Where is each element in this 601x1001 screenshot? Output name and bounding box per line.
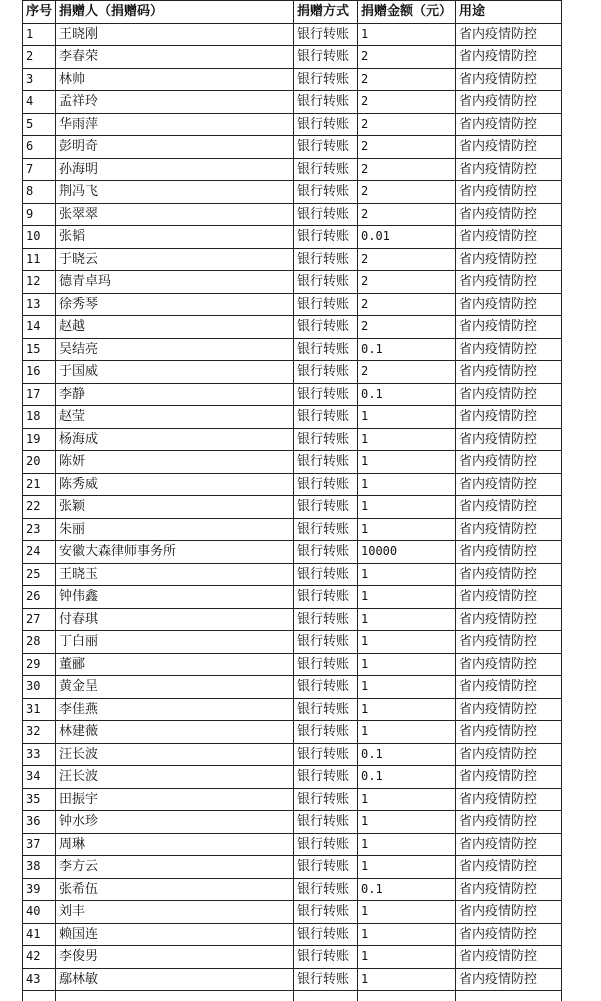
cell-index: 36 <box>23 811 56 834</box>
cell-donor: 王晓玉 <box>56 563 294 586</box>
cell-purpose: 省内疫情防控 <box>456 68 562 91</box>
table-body <box>23 23 562 1001</box>
cell-purpose: 省内疫情防控 <box>456 901 562 924</box>
table-row <box>23 473 562 496</box>
cell-purpose: 省内疫情防控 <box>456 361 562 384</box>
cell-index: 29 <box>23 653 56 676</box>
cell-index: 23 <box>23 518 56 541</box>
cell-purpose: 省内疫情防控 <box>456 248 562 271</box>
cell-purpose: 省内疫情防控 <box>456 428 562 451</box>
cell-index: 41 <box>23 923 56 946</box>
cell-index: 15 <box>23 338 56 361</box>
cell-donor: 周琳 <box>56 833 294 856</box>
cell-amount: 2 <box>358 271 456 294</box>
table-row <box>23 271 562 294</box>
cell-amount: 1 <box>358 968 456 991</box>
cell-amount: 1 <box>358 788 456 811</box>
cell-donor: 李俊男 <box>56 946 294 969</box>
table-row <box>23 203 562 226</box>
cell-amount: 1 <box>358 856 456 879</box>
cell-donor: 朱丽 <box>56 518 294 541</box>
table-row <box>23 406 562 429</box>
cell-donor: 林帅 <box>56 68 294 91</box>
cell-method: 银行转账 <box>294 878 358 901</box>
table-row <box>23 338 562 361</box>
cell-index: 24 <box>23 541 56 564</box>
cell-method: 银行转账 <box>294 698 358 721</box>
cell-purpose: 省内疫情防控 <box>456 23 562 46</box>
cell-index: 5 <box>23 113 56 136</box>
cell-index: 35 <box>23 788 56 811</box>
cell-amount: 0.1 <box>358 766 456 789</box>
cell-method: 银行转账 <box>294 608 358 631</box>
cell-index: 19 <box>23 428 56 451</box>
cell-amount: 1 <box>358 676 456 699</box>
cell-method: 银行转账 <box>294 586 358 609</box>
cell-donor: 付春琪 <box>56 608 294 631</box>
cell-method: 银行转账 <box>294 181 358 204</box>
cell-amount: 1 <box>358 451 456 474</box>
cell-purpose: 省内疫情防控 <box>456 743 562 766</box>
table-row <box>23 901 562 924</box>
cell-method: 银行转账 <box>294 158 358 181</box>
cell-index: 39 <box>23 878 56 901</box>
cell-purpose: 省内疫情防控 <box>456 788 562 811</box>
cell-method: 银行转账 <box>294 473 358 496</box>
table-row <box>23 113 562 136</box>
cell-method: 银行转账 <box>294 271 358 294</box>
header-method: 捐赠方式 <box>294 1 358 24</box>
cell-index: 32 <box>23 721 56 744</box>
table-row <box>23 923 562 946</box>
cell-purpose: 省内疫情防控 <box>456 946 562 969</box>
cell-amount: 1 <box>358 518 456 541</box>
cell-index: 28 <box>23 631 56 654</box>
cell-donor: 钟伟鑫 <box>56 586 294 609</box>
cell-purpose: 省内疫情防控 <box>456 203 562 226</box>
cell-purpose: 省内疫情防控 <box>456 293 562 316</box>
header-donor: 捐赠人（捐赠码） <box>56 1 294 24</box>
cell-donor: 陈妍 <box>56 451 294 474</box>
cell-method: 银行转账 <box>294 946 358 969</box>
cell-donor: 赵越 <box>56 316 294 339</box>
cell-donor: 汪长波 <box>56 743 294 766</box>
cell-donor: 黄金呈 <box>56 676 294 699</box>
cell-amount: 1 <box>358 23 456 46</box>
cell-amount: 2 <box>358 181 456 204</box>
cell-method: 银行转账 <box>294 91 358 114</box>
cell-purpose: 省内疫情防控 <box>456 878 562 901</box>
table-row <box>23 226 562 249</box>
cell-method: 银行转账 <box>294 563 358 586</box>
table-row <box>23 676 562 699</box>
cell-index: 33 <box>23 743 56 766</box>
cell-index: 7 <box>23 158 56 181</box>
cell-index: 9 <box>23 203 56 226</box>
cell-method: 银行转账 <box>294 496 358 519</box>
cell-amount: 2 <box>358 316 456 339</box>
cell-amount: 1 <box>358 473 456 496</box>
cell-purpose: 省内疫情防控 <box>456 631 562 654</box>
cell-purpose: 省内疫情防控 <box>456 271 562 294</box>
cell-amount: 2 <box>358 248 456 271</box>
cell-method: 银行转账 <box>294 631 358 654</box>
cell-donor: 荆冯飞 <box>56 181 294 204</box>
cell-purpose: 省内疫情防控 <box>456 226 562 249</box>
cell-amount: 0.01 <box>358 226 456 249</box>
cell-donor: 孙海明 <box>56 158 294 181</box>
table-row <box>23 23 562 46</box>
cell-purpose: 省内疫情防控 <box>456 833 562 856</box>
cell-method: 银行转账 <box>294 901 358 924</box>
cell-index: 12 <box>23 271 56 294</box>
cell-purpose: 省内疫情防控 <box>456 406 562 429</box>
cell-method: 银行转账 <box>294 923 358 946</box>
cell-purpose: 省内疫情防控 <box>456 338 562 361</box>
table-row-partial <box>23 991 562 1001</box>
cell-donor: 丁白丽 <box>56 631 294 654</box>
cell-purpose: 省内疫情防控 <box>456 586 562 609</box>
cell-index: 6 <box>23 136 56 159</box>
donation-table-container <box>22 0 562 1001</box>
cell-purpose: 省内疫情防控 <box>456 383 562 406</box>
cell-amount: 10000 <box>358 541 456 564</box>
cell-donor: 赵莹 <box>56 406 294 429</box>
cell-donor: 汪长波 <box>56 766 294 789</box>
cell-index: 42 <box>23 946 56 969</box>
cell-purpose: 省内疫情防控 <box>456 473 562 496</box>
cell-method: 银行转账 <box>294 721 358 744</box>
cell-donor: 鄢林敏 <box>56 968 294 991</box>
table-row <box>23 833 562 856</box>
cell-purpose: 省内疫情防控 <box>456 518 562 541</box>
table-row <box>23 316 562 339</box>
cell-purpose: 省内疫情防控 <box>456 541 562 564</box>
table-row <box>23 158 562 181</box>
table-row <box>23 293 562 316</box>
cell-amount: 1 <box>358 653 456 676</box>
cell-method: 银行转账 <box>294 113 358 136</box>
cell-donor: 张韬 <box>56 226 294 249</box>
table-row <box>23 181 562 204</box>
cell-method: 银行转账 <box>294 406 358 429</box>
cell-amount: 2 <box>358 136 456 159</box>
cell-donor: 李佳燕 <box>56 698 294 721</box>
table-row <box>23 91 562 114</box>
donation-table <box>22 0 562 1001</box>
cell-index: 38 <box>23 856 56 879</box>
table-row <box>23 946 562 969</box>
cell-amount: 2 <box>358 361 456 384</box>
cell-donor: 徐秀琴 <box>56 293 294 316</box>
cell-donor: 王晓刚 <box>56 23 294 46</box>
table-row <box>23 451 562 474</box>
cell-index: 22 <box>23 496 56 519</box>
cell-purpose: 省内疫情防控 <box>456 856 562 879</box>
cell-empty <box>294 991 358 1001</box>
cell-index: 14 <box>23 316 56 339</box>
cell-donor: 赖国连 <box>56 923 294 946</box>
cell-donor: 林建薇 <box>56 721 294 744</box>
cell-donor: 张希伍 <box>56 878 294 901</box>
cell-purpose: 省内疫情防控 <box>456 496 562 519</box>
cell-index: 21 <box>23 473 56 496</box>
cell-purpose: 省内疫情防控 <box>456 46 562 69</box>
cell-method: 银行转账 <box>294 856 358 879</box>
cell-donor: 德青卓玛 <box>56 271 294 294</box>
table-row <box>23 811 562 834</box>
table-row <box>23 361 562 384</box>
cell-amount: 1 <box>358 833 456 856</box>
table-row <box>23 248 562 271</box>
cell-method: 银行转账 <box>294 811 358 834</box>
table-row <box>23 698 562 721</box>
cell-index: 3 <box>23 68 56 91</box>
cell-method: 银行转账 <box>294 338 358 361</box>
cell-index: 10 <box>23 226 56 249</box>
cell-purpose: 省内疫情防控 <box>456 181 562 204</box>
cell-index: 30 <box>23 676 56 699</box>
cell-donor: 于晓云 <box>56 248 294 271</box>
table-row <box>23 631 562 654</box>
cell-purpose: 省内疫情防控 <box>456 721 562 744</box>
table-header-row <box>23 1 562 24</box>
cell-amount: 1 <box>358 923 456 946</box>
cell-purpose: 省内疫情防控 <box>456 113 562 136</box>
cell-amount: 2 <box>358 158 456 181</box>
cell-method: 银行转账 <box>294 788 358 811</box>
cell-donor: 彭明奇 <box>56 136 294 159</box>
cell-method: 银行转账 <box>294 68 358 91</box>
table-row <box>23 136 562 159</box>
cell-amount: 2 <box>358 293 456 316</box>
cell-donor: 田振宇 <box>56 788 294 811</box>
cell-index: 37 <box>23 833 56 856</box>
table-row <box>23 518 562 541</box>
header-amount: 捐赠金额（元） <box>358 1 456 24</box>
header-purpose: 用途 <box>456 1 562 24</box>
cell-donor: 李静 <box>56 383 294 406</box>
cell-method: 银行转账 <box>294 383 358 406</box>
cell-empty <box>358 991 456 1001</box>
table-row <box>23 383 562 406</box>
cell-purpose: 省内疫情防控 <box>456 653 562 676</box>
header-index: 序号 <box>23 1 56 24</box>
cell-method: 银行转账 <box>294 316 358 339</box>
cell-purpose: 省内疫情防控 <box>456 91 562 114</box>
cell-method: 银行转账 <box>294 248 358 271</box>
table-row <box>23 428 562 451</box>
cell-empty <box>456 991 562 1001</box>
cell-method: 银行转账 <box>294 653 358 676</box>
cell-amount: 2 <box>358 91 456 114</box>
cell-donor: 吴结亮 <box>56 338 294 361</box>
cell-donor: 张翠翠 <box>56 203 294 226</box>
cell-method: 银行转账 <box>294 451 358 474</box>
table-row <box>23 608 562 631</box>
table-row <box>23 68 562 91</box>
cell-method: 银行转账 <box>294 46 358 69</box>
cell-method: 银行转账 <box>294 968 358 991</box>
cell-donor: 李方云 <box>56 856 294 879</box>
cell-donor: 张颖 <box>56 496 294 519</box>
cell-purpose: 省内疫情防控 <box>456 968 562 991</box>
table-row <box>23 563 562 586</box>
cell-amount: 1 <box>358 811 456 834</box>
cell-purpose: 省内疫情防控 <box>456 451 562 474</box>
cell-index: 2 <box>23 46 56 69</box>
table-row <box>23 788 562 811</box>
cell-method: 银行转账 <box>294 743 358 766</box>
table-row <box>23 46 562 69</box>
cell-purpose: 省内疫情防控 <box>456 563 562 586</box>
cell-donor: 杨海成 <box>56 428 294 451</box>
cell-purpose: 省内疫情防控 <box>456 676 562 699</box>
cell-amount: 1 <box>358 563 456 586</box>
cell-amount: 2 <box>358 68 456 91</box>
cell-amount: 2 <box>358 203 456 226</box>
cell-index: 1 <box>23 23 56 46</box>
cell-index: 16 <box>23 361 56 384</box>
cell-amount: 1 <box>358 586 456 609</box>
cell-method: 银行转账 <box>294 428 358 451</box>
cell-index: 4 <box>23 91 56 114</box>
table-row <box>23 541 562 564</box>
cell-index: 17 <box>23 383 56 406</box>
cell-method: 银行转账 <box>294 518 358 541</box>
cell-amount: 1 <box>358 428 456 451</box>
cell-method: 银行转账 <box>294 293 358 316</box>
cell-method: 银行转账 <box>294 541 358 564</box>
cell-donor: 华雨萍 <box>56 113 294 136</box>
cell-index: 26 <box>23 586 56 609</box>
cell-purpose: 省内疫情防控 <box>456 766 562 789</box>
cell-donor: 李春荣 <box>56 46 294 69</box>
cell-purpose: 省内疫情防控 <box>456 923 562 946</box>
cell-index: 40 <box>23 901 56 924</box>
table-row <box>23 586 562 609</box>
cell-index: 31 <box>23 698 56 721</box>
cell-amount: 2 <box>358 113 456 136</box>
cell-donor: 董郦 <box>56 653 294 676</box>
table-row <box>23 496 562 519</box>
cell-amount: 1 <box>358 608 456 631</box>
cell-amount: 2 <box>358 46 456 69</box>
cell-method: 银行转账 <box>294 23 358 46</box>
table-row <box>23 766 562 789</box>
table-row <box>23 878 562 901</box>
cell-purpose: 省内疫情防控 <box>456 811 562 834</box>
cell-purpose: 省内疫情防控 <box>456 316 562 339</box>
cell-amount: 1 <box>358 901 456 924</box>
cell-index: 43 <box>23 968 56 991</box>
cell-empty <box>23 991 56 1001</box>
cell-method: 银行转账 <box>294 136 358 159</box>
cell-index: 20 <box>23 451 56 474</box>
cell-amount: 1 <box>358 721 456 744</box>
cell-amount: 1 <box>358 946 456 969</box>
cell-index: 11 <box>23 248 56 271</box>
cell-method: 银行转账 <box>294 226 358 249</box>
cell-purpose: 省内疫情防控 <box>456 158 562 181</box>
cell-index: 34 <box>23 766 56 789</box>
cell-purpose: 省内疫情防控 <box>456 608 562 631</box>
cell-donor: 陈秀威 <box>56 473 294 496</box>
cell-amount: 0.1 <box>358 383 456 406</box>
cell-purpose: 省内疫情防控 <box>456 698 562 721</box>
cell-amount: 0.1 <box>358 743 456 766</box>
cell-index: 13 <box>23 293 56 316</box>
cell-amount: 1 <box>358 631 456 654</box>
table-row <box>23 743 562 766</box>
cell-amount: 1 <box>358 496 456 519</box>
cell-method: 银行转账 <box>294 833 358 856</box>
cell-donor: 孟祥玲 <box>56 91 294 114</box>
cell-empty <box>56 991 294 1001</box>
cell-donor: 于国威 <box>56 361 294 384</box>
table-row <box>23 653 562 676</box>
cell-method: 银行转账 <box>294 766 358 789</box>
cell-donor: 钟水珍 <box>56 811 294 834</box>
cell-index: 27 <box>23 608 56 631</box>
cell-index: 8 <box>23 181 56 204</box>
cell-index: 18 <box>23 406 56 429</box>
table-row <box>23 856 562 879</box>
table-row <box>23 968 562 991</box>
cell-amount: 1 <box>358 406 456 429</box>
cell-donor: 安徽大森律师事务所 <box>56 541 294 564</box>
cell-index: 25 <box>23 563 56 586</box>
cell-donor: 刘丰 <box>56 901 294 924</box>
cell-amount: 0.1 <box>358 878 456 901</box>
cell-purpose: 省内疫情防控 <box>456 136 562 159</box>
cell-amount: 1 <box>358 698 456 721</box>
cell-method: 银行转账 <box>294 361 358 384</box>
cell-amount: 0.1 <box>358 338 456 361</box>
table-row <box>23 721 562 744</box>
cell-method: 银行转账 <box>294 203 358 226</box>
cell-method: 银行转账 <box>294 676 358 699</box>
